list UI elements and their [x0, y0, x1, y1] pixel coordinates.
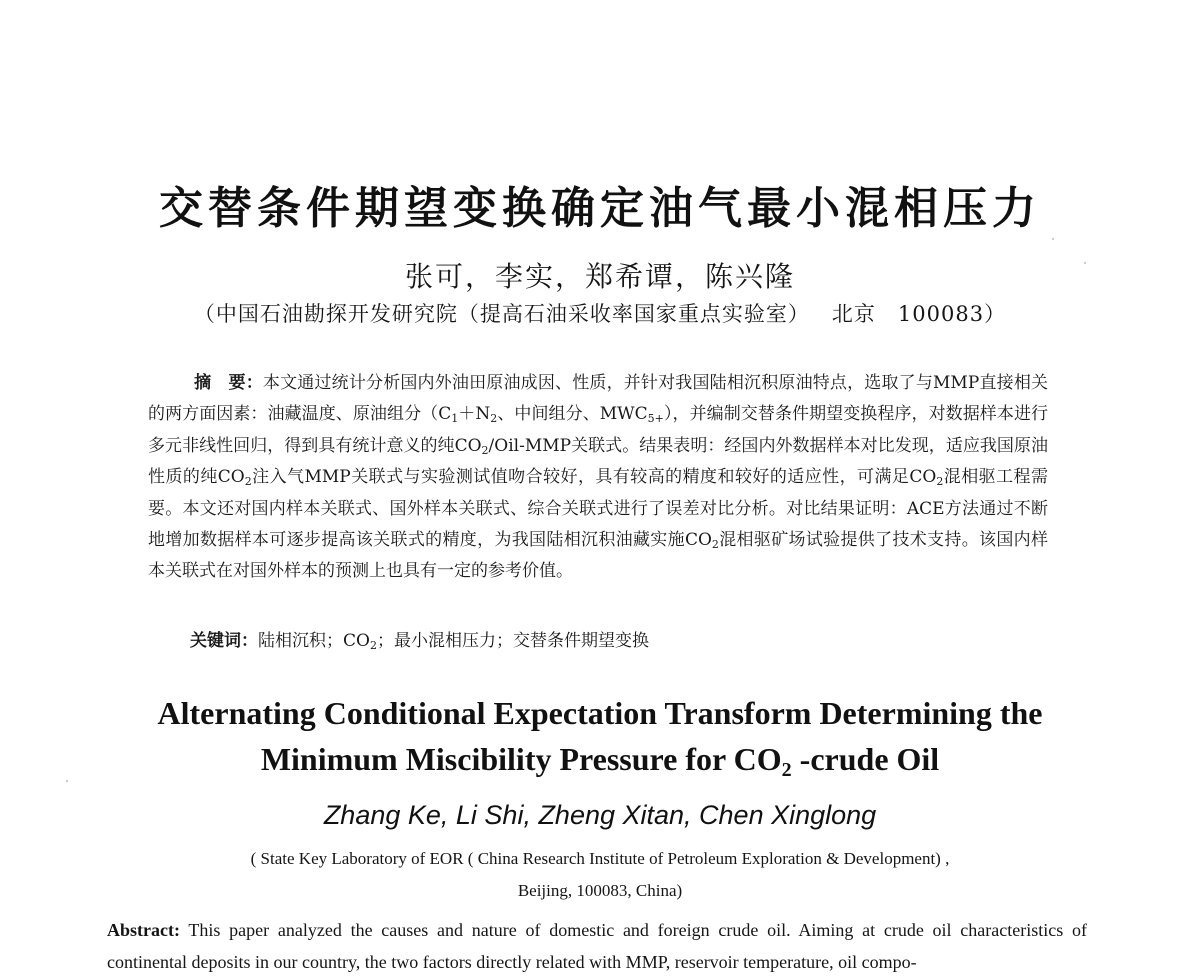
chinese-affiliation-institute: （中国石油勘探开发研究院（提高石油采收率国家重点实验室） [193, 302, 810, 326]
english-title-text: -crude Oil [791, 741, 940, 777]
chinese-affiliation-city: 北京 [831, 302, 876, 326]
subscript: 2 [711, 538, 719, 552]
chinese-keywords-text: ；最小混相压力；交替条件期望变换 [376, 631, 649, 651]
subscript: 2 [936, 475, 944, 489]
english-authors: Zhang Ke, Li Shi, Zheng Xitan, Chen Xinglong [323, 800, 877, 830]
subscript: 2 [369, 639, 377, 652]
chinese-abstract-text: ），并编制交替条件期望变换程序，对数据样本进行多元非线性回归，得到具有统计意义的纯CO [148, 404, 1049, 456]
subscript: 2 [490, 412, 498, 426]
subscript: 5+ [647, 412, 664, 426]
english-abstract-text: This paper analyzed the causes and nature of domestic and foreign crude oil. Aiming at crude oil characteristics of continental deposits in our country, the two factors directly related with MMP, reservoir temperature, oil compo- [107, 920, 1087, 972]
chinese-abstract-text: ＋N [458, 404, 491, 425]
chinese-abstract-text: 本文通过统计分析国内外油田原油成因、性质，并针对我国陆相沉积原油特点，选取了与MMP直接相关的两方面因素：油藏温度、原油组分（C [148, 373, 1049, 425]
english-affiliation-line-1: ( State Key Laboratory of EOR ( China Research Institute of Petroleum Exploration & Development) , [250, 849, 950, 868]
subscript: 2 [781, 759, 792, 781]
chinese-abstract-text: 注入气MMP关联式与实验测试值吻合较好，具有较高的精度和较好的适应性，可满足CO [251, 467, 937, 488]
subscript: 1 [451, 412, 459, 426]
chinese-abstract-text: 混相驱工程需要。本文还对国内样本关联式、国外样本关联式、综合关联式进行了误差对比分析。对比结果证明：ACE方法通过不断地增加数据样本可逐步提高该关联式的精度，为我国陆相沉积油藏实施CO [148, 467, 1048, 551]
chinese-abstract-text: 混相驱矿场试验提供了技术支持。该国内样本关联式在对国外样本的预测上也具有一定的参考价值。 [148, 530, 1049, 582]
english-title-line-1: Alternating Conditional Expectation Transform Determining the [157, 695, 1043, 731]
chinese-keywords-text: 陆相沉积；CO [258, 631, 370, 651]
subscript: 2 [244, 475, 252, 489]
chinese-abstract [148, 368, 1048, 588]
chinese-title: 交替条件期望变换确定油气最小混相压力 [159, 183, 1041, 234]
subscript: 2 [481, 443, 489, 457]
english-title-line-2 [0, 736, 1200, 782]
english-affiliation [0, 843, 1200, 907]
chinese-abstract-text: 、中间组分、MWC [497, 404, 648, 425]
chinese-affiliation-postcode: 100083） [897, 302, 1007, 326]
chinese-abstract-text: /Oil-MMP关联式。结果表明：经国内外数据样本对比发现，适应我国原油性质的纯CO [148, 435, 1048, 488]
scan-speck [1052, 238, 1054, 240]
english-abstract [107, 914, 1087, 978]
chinese-affiliation [0, 298, 1200, 328]
english-abstract-label: Abstract: [107, 920, 180, 940]
english-title [0, 690, 1200, 782]
chinese-authors: 张可，李实，郑希谭，陈兴隆 [404, 260, 795, 293]
scan-speck [66, 780, 68, 782]
english-affiliation-line-2: Beijing, 100083, China) [517, 881, 683, 900]
scan-speck [1084, 262, 1086, 264]
chinese-keywords-label: 关键词： [190, 631, 258, 651]
english-title-text: Minimum Miscibility Pressure for CO [260, 741, 782, 777]
chinese-keywords [190, 626, 1050, 651]
chinese-abstract-label: 摘 要： [194, 373, 263, 393]
